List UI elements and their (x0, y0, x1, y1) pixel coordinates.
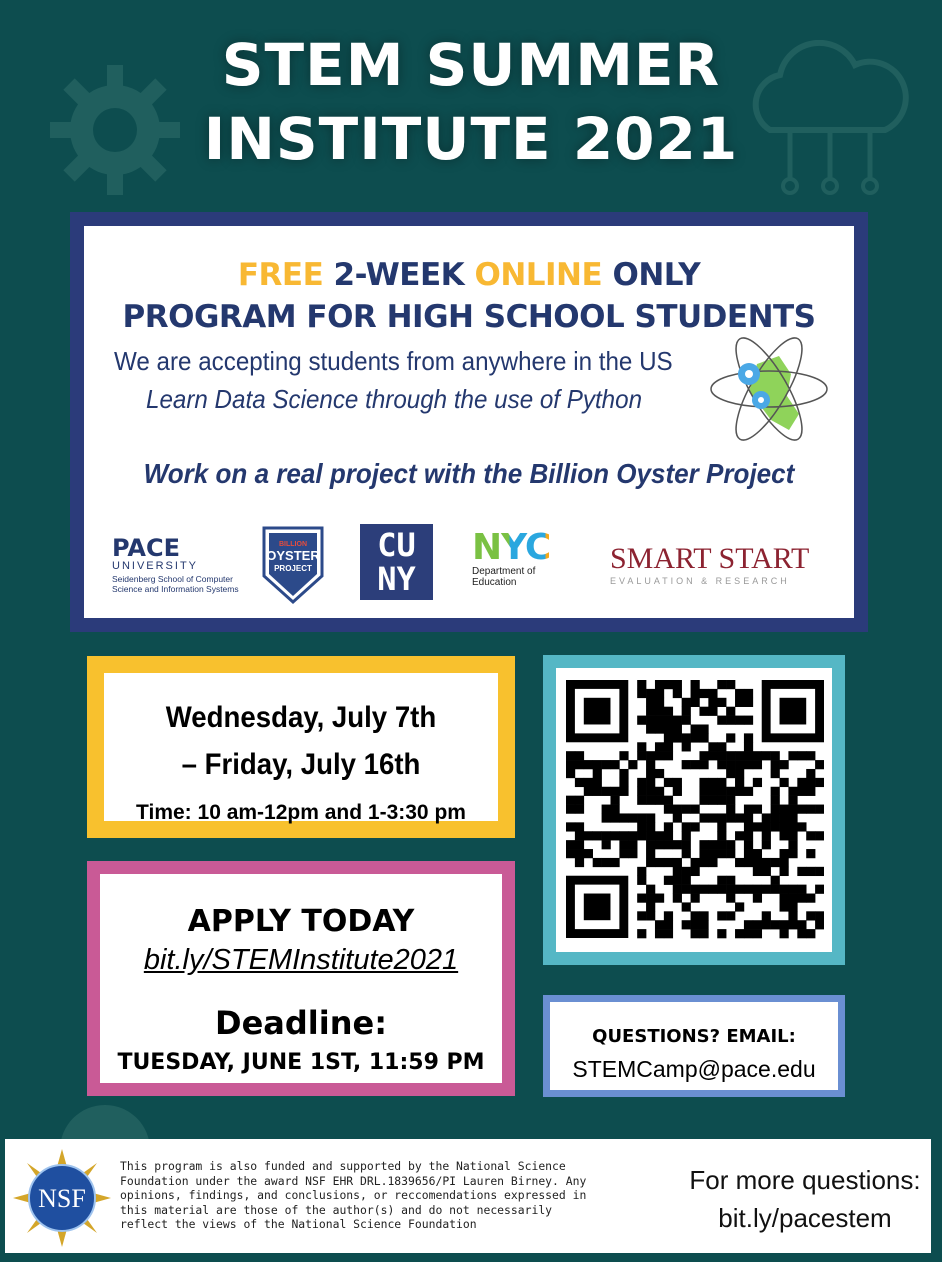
deadline-label: Deadline: (215, 1004, 387, 1042)
two-week-label: 2-WEEK (333, 257, 465, 293)
cuny-text-2: NY (377, 560, 416, 598)
oyster-oyster: OYSTER (266, 548, 320, 563)
questions-box (543, 995, 845, 1097)
pace-university: UNIVERSITY (112, 560, 199, 572)
smart-start-sub: EVALUATION & RESEARCH (610, 576, 790, 586)
oyster-project: PROJECT (274, 564, 312, 573)
qr-panel (556, 668, 832, 952)
nyc-doe-logo (472, 527, 582, 588)
nyc-text: NYC (472, 530, 582, 566)
funding-disclaimer (120, 1159, 640, 1232)
dates-box (87, 656, 515, 838)
nsf-logo-text: NSF (38, 1184, 86, 1213)
oyster-billion: BILLION (279, 541, 307, 548)
online-label: ONLINE (474, 257, 603, 293)
project-text: Work on a real project with the Billion Oyster Project (143, 458, 795, 489)
more-questions (685, 1161, 925, 1237)
pace-name: PACE (112, 534, 180, 562)
disclaimer-line: This program is also funded and supported by the National Science (120, 1159, 566, 1173)
disclaimer-line: Foundation under the award NSF EHR DRL.1839656/PI Lauren Birney. Any (120, 1173, 587, 1188)
pace-logo (112, 536, 262, 594)
qr-box (543, 655, 845, 965)
program-headline (84, 254, 854, 338)
program-info-box (70, 212, 868, 632)
questions-label: QUESTIONS? EMAIL: (592, 1026, 796, 1047)
cuny-text-1: CU (377, 526, 416, 564)
nyc-dept-1: Department of (472, 566, 536, 577)
more-questions-link[interactable]: bit.ly/pacestem (718, 1203, 892, 1233)
deadline-date: TUESDAY, JUNE 1ST, 11:59 PM (117, 1050, 485, 1075)
apply-box (87, 861, 515, 1096)
dates-panel (104, 673, 498, 824)
footer (5, 1139, 931, 1253)
only-label: ONLY (612, 257, 701, 293)
title-line-1: STEM SUMMER (221, 31, 721, 99)
nsf-logo (13, 1149, 111, 1247)
questions-panel (550, 1002, 838, 1090)
questions-email[interactable]: STEMCamp@pace.edu (572, 1056, 816, 1082)
program-audience: PROGRAM FOR HIGH SCHOOL STUDENTS (122, 299, 816, 335)
start-date: Wednesday, July 7th (165, 701, 437, 734)
nyc-dept-2: Education (472, 577, 517, 588)
title-line-2: INSTITUTE 2021 (203, 105, 739, 173)
apply-link[interactable]: bit.ly/STEMInstitute2021 (143, 944, 459, 976)
smart-start-logo (610, 544, 840, 586)
session-time: Time: 10 am-12pm and 1-3:30 pm (136, 801, 466, 824)
disclaimer-line: reflect the views of the National Science Foundation (120, 1217, 477, 1231)
program-info-panel (84, 226, 854, 618)
accepting-text: We are accepting students from anywhere in the US (114, 346, 673, 376)
atom-icon (709, 334, 829, 444)
qr-code[interactable] (566, 680, 824, 940)
pace-school-2: Science and Information Systems (112, 584, 239, 594)
more-questions-label: For more questions: (689, 1165, 921, 1195)
disclaimer-line: this material are those of the author(s) and do not necessarily (120, 1202, 553, 1217)
free-label: FREE (237, 257, 324, 293)
page-title (0, 28, 942, 176)
smart-start-text: SMART START (610, 542, 810, 575)
apply-panel (100, 874, 502, 1083)
cuny-logo (360, 524, 433, 600)
apply-heading: APPLY TODAY (187, 904, 415, 939)
pace-school-1: Seidenberg School of Computer (112, 574, 233, 584)
learn-text: Learn Data Science through the use of Python (146, 384, 643, 414)
partner-logos (84, 516, 854, 616)
billion-oyster-logo (260, 524, 326, 606)
end-date: – Friday, July 16th (181, 748, 421, 781)
disclaimer-line: opinions, findings, and conclusions, or reccomendations expressed in (120, 1188, 587, 1202)
